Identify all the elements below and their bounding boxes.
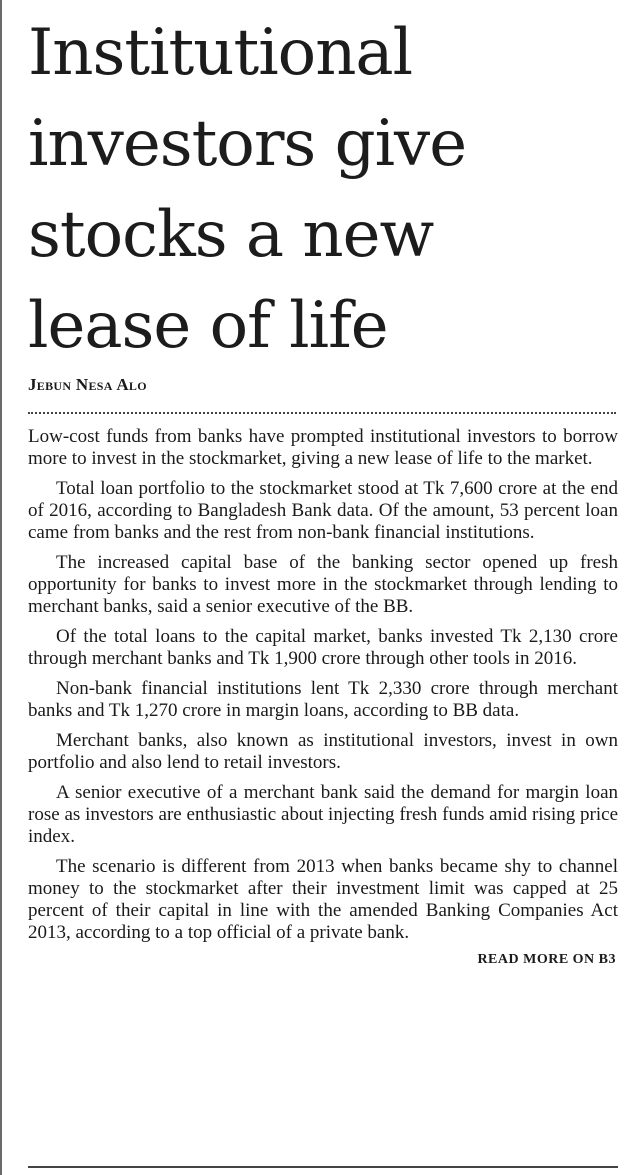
bottom-divider [28,1166,618,1168]
headline-line-4: lease of life [28,289,388,363]
paragraph-7: A senior executive of a merchant bank said the demand for margin loan rose as investors are enthusiastic about injecting fresh funds amid rising price index. [28,782,618,847]
headline-line-1: Institutional [28,16,413,90]
headline-line-3: stocks a new [28,198,434,272]
paragraph-5: Non-bank financial institutions lent Tk 2,330 crore through merchant banks and Tk 1,270 crore in margin loans, according to BB data. [28,678,618,721]
paragraph-3: The increased capital base of the banking sector opened up fresh opportunity for banks to invest more in the stockmarket through lending to merchant banks, said a senior executive of the BB. [28,552,618,617]
article-headline [28,8,618,372]
paragraph-8: The scenario is different from 2013 when banks became shy to channel money to the stockmarket after their investment limit was capped at 25 percent of their capital in line with the amended Banking Companies Act 2013, according to a top official of a private bank. [28,856,618,943]
dotted-separator [28,412,616,414]
paragraph-2: Total loan portfolio to the stockmarket stood at Tk 7,600 crore at the end of 2016, according to Bangladesh Bank data. Of the amount, 53 percent loan came from banks and the rest from non-bank financial institutions. [28,478,618,543]
headline-line-2: investors give [28,107,467,181]
paragraph-6: Merchant banks, also known as institutional investors, invest in own portfolio and also lend to retail investors. [28,730,618,773]
author-byline: Jebun Nesa Alo [28,375,147,394]
paragraph-1: Low-cost funds from banks have prompted institutional investors to borrow more to invest in the stockmarket, giving a new lease of life to the market. [28,426,618,469]
paragraph-4: Of the total loans to the capital market, banks invested Tk 2,130 crore through merchant banks and Tk 1,900 crore through other tools in 2016. [28,626,618,669]
article-body [28,426,618,944]
read-more-link[interactable]: READ MORE ON B3 [477,952,616,967]
column-divider [0,0,2,1175]
news-article [28,8,618,968]
